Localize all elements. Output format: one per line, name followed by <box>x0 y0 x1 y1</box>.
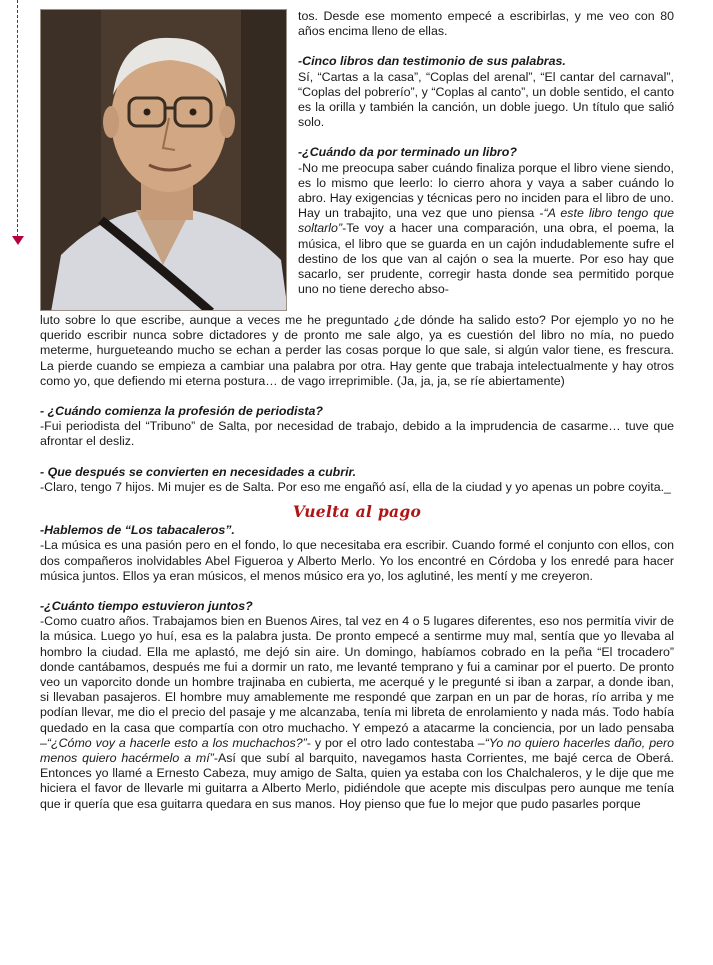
answer-text: -Como cuatro años. Trabajamos bien en Buenos Aires, tal vez en 4 o 5 lugares diferentes, eso nos permitía vivir de la música. Luego yo huí, esa es la palabra justa. De pronto empecé a sentirme muy mal, sentía que yo llevaba al hombro la ciudad. Ella me aplastó, me dejó sin aire. Un domingo, habíamos cobrado en la peña “El trocadero” donde cantábamos, después me fui a dormir un rato, me levanté temprano y fui a caminar por el puerto. De pronto veo un vaporcito donde un hombre trajinaba en cubierta, me acerqué y le pregunté si iban a zarpar, a donde iban, si llevaban pasajeros. El hombre muy amablemente me respondé que zarpan en un par de horas, río arriba y me podían llevar, me dio el precio del pasaje y me alcanzaba, tenía mi libreta de enrolamiento y nada más. Todo había quedado en la casa que compartía con otro muchacho. Y empezó a atacarme la conciencia, por un lado pensaba – <box>40 614 674 750</box>
paragraph: tos. Desde ese momento empecé a escribirlas, y me veo con 80 años encima lleno de ellas. <box>298 9 674 39</box>
section-title: Vuelta al pago <box>292 502 422 522</box>
interview-question: - Que después se convierten en necesidades a cubrir. <box>40 464 357 479</box>
answer-text: luto sobre lo que escribe, aunque a veces me he preguntado ¿de dónde ha salido esto? Por ejemplo yo no he querido escribir nunca sobre dictadores y de pronto me sale algo, ya es cuestión del libro no mía, no puedo meterme, hurgueteando mucho se echan a perder las cosas porque lo que sale, si algún valor tiene, es frescura. La pierde cuando se empieza a cambiar una palabra por otra. Hay gente que trabaja intelectualmente y hay otros como yo, que defiendo mi eterna postura… de vago irreprimible. (Ja, ja, ja, se ríe abiertamente) <box>40 313 674 388</box>
arrow-down-icon <box>12 236 24 245</box>
interview-question: -¿Cuándo da por terminado un libro? <box>298 145 517 160</box>
right-column-text <box>298 9 674 297</box>
margin-guide-line <box>17 0 18 242</box>
interview-question: -¿Cuánto tiempo estuvieron juntos? <box>40 599 253 614</box>
answer-text: -Te voy a hacer una comparación, una obra, el poema, la música, el libro que se guarda en un cajón indudablemente sufre el destino de los que van al cajón o sea la muerte. Por eso hay que sacarlo, ser prudente, corregir hasta donde sea permitido porque uno no tiene derecho abso- <box>298 221 674 297</box>
interview-answer <box>40 465 674 495</box>
quote-text: “A este libro tengo que soltarlo” <box>298 206 675 236</box>
interview-question: -Hablemos de “Los tabacaleros”. <box>40 523 235 538</box>
interview-question: - ¿Cuándo comienza la profesión de periodista? <box>40 404 323 419</box>
interview-answer <box>40 599 674 812</box>
answer-text: -La música es una pasión pero en el fondo, lo que necesitaba era escribir. Cuando formé el conjunto con ellos, con dos compañeros inolvidables Abel Figueroa y Alberto Merlo. Yo los encontré en Córdoba y los enredé para hacer música juntos. Ellos ya eran músicos, el menos músico era yo, los aglutiné, les mentí y me creyeron. <box>40 538 674 583</box>
portrait-photo <box>40 9 287 311</box>
quote-text: “Yo no quiero hacerles daño, pero menos quiero hacérmelo a mí” <box>40 735 674 766</box>
interview-answer <box>298 54 674 130</box>
answer-text: Sí, “Cartas a la casa”, “Coplas del arenal”, “El cantar del carnaval”, “Coplas del pobrerío”, y “Coplas al canto”, un doble sentido, el canto es la orilla y también la canción, un doble juego. Un título que salió solo. <box>298 69 674 130</box>
interview-answer <box>298 145 674 297</box>
answer-text: -Así que subí al barquito, navegamos hasta Corrientes, me bajé cerca de Oberá. Entonces yo llamé a Ernesto Cabeza, muy amigo de Salta, quien ya estaba con los Chalchaleros, y le dije que me hiciera el favor de llevarle mi guitarra a Alberto Merlo, pidiéndole que acepte mis disculpas pero aunque me tenía que ir quería que esa guitarra quedara en sus manos. Hoy pienso que fue lo mejor que pudo pasarles porque <box>40 751 674 811</box>
interview-answer <box>40 404 674 450</box>
answer-text: -Fui periodista del “Tribuno” de Salta, por necesidad de trabajo, debido a la imprudencia de casarme… tuve que afrontar el desliz. <box>40 419 674 449</box>
interview-question: -Cinco libros dan testimonio de sus palabras. <box>298 54 566 69</box>
answer-text: -No me preocupa saber cuándo finaliza porque el libro viene siendo, es lo mismo que leerlo: lo cierro ahora y vaya a saber cuándo lo abro. Hay exigencias y técnicas pero no inciden para el libro de uno. Hay un trabajito, una vez que uno piensa - <box>298 160 674 221</box>
answer-text: -Claro, tengo 7 hijos. Mi mujer es de Salta. Por eso me engañó así, ella de la ciudad y yo apenas un pobre coyita._ <box>40 479 671 494</box>
interview-answer <box>40 523 674 584</box>
full-width-text <box>40 313 674 812</box>
quote-text: “¿Cómo voy a hacerle esto a los muchachos?” <box>46 735 307 750</box>
answer-text: - y por el otro lado contestaba – <box>306 735 485 750</box>
